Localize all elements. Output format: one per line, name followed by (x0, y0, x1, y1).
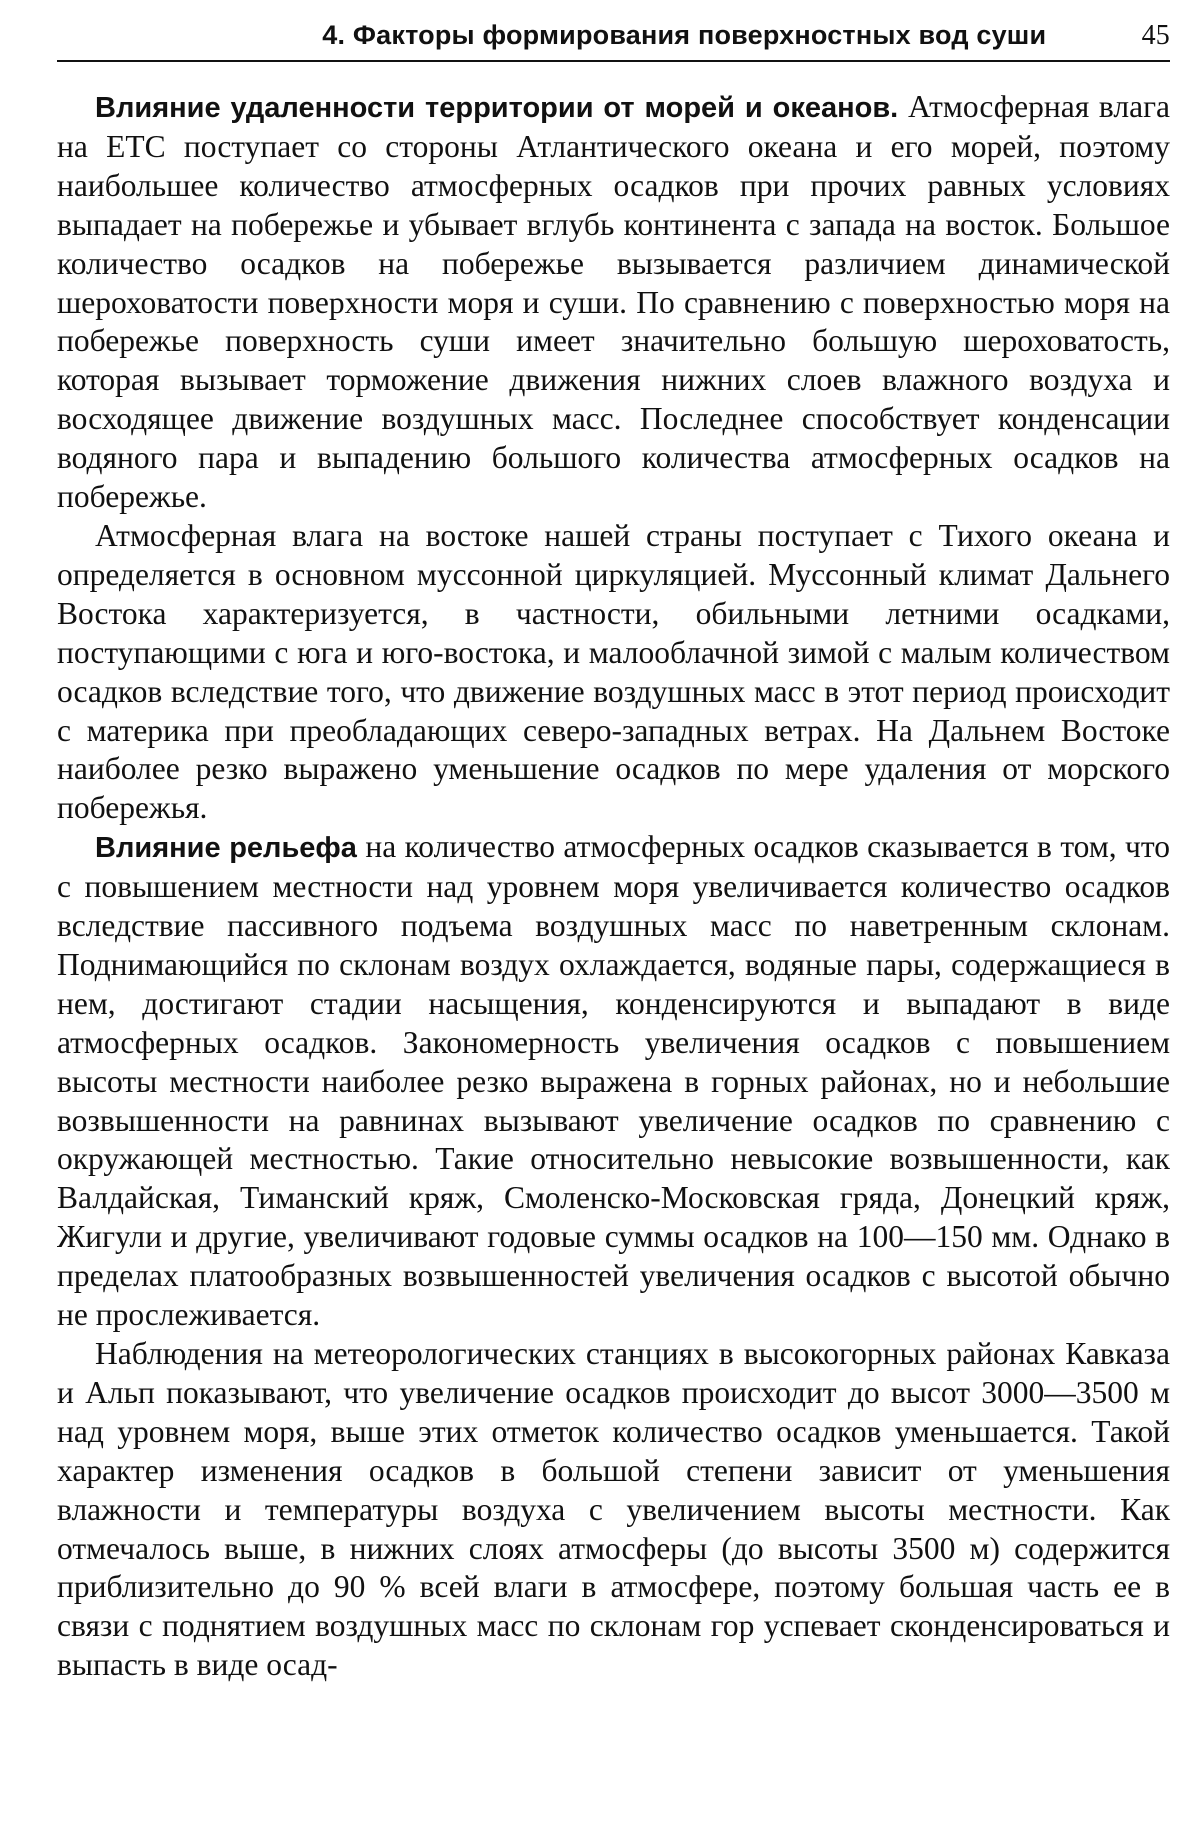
page-number: 45 (1141, 20, 1170, 51)
running-head (57, 20, 1170, 62)
paragraph (57, 88, 1170, 517)
paragraph-text: на количество атмосферных осадков сказывается в том, что с повышением местности над уровнем моря увеличивается количество осадков вследствие пассивного подъема воздушных масс по наветренным склонам. Поднимающийся по склонам воздух охлаждается, водяные пары, содержащиеся в нем, достигают стадии насыщения, конденсируются и выпадают в виде атмосферных осадков. Закономерность увеличения осадков с повышением высоты местности наиболее резко выражена в горных районах, но и небольшие возвышенности на равнинах вызывают увеличение осадков по сравнению с окружающей местностью. Такие относительно невысокие возвышенности, как Валдайская, Тиманский кряж, Смоленско-Московская гряда, Донецкий кряж, Жигули и другие, увеличивают годовые суммы осадков на 100—150 мм. Однако в пределах платообразных возвышенностей увеличения осадков с высотой обычно не прослеживается. (57, 829, 1170, 1333)
paragraph-text: Атмосферная влага на ЕТС поступает со стороны Атлантического океана и его морей, поэтому наибольшее количество атмосферных осадков при прочих равных условиях выпадает на побережье и убывает вглубь континента с запада на восток. Большое количество осадков на побережье вызывается различием динамической шероховатости поверхности моря и суши. По сравнению с поверхностью моря на побережье поверхность суши имеет значительно большую шероховатость, которая вызывает торможение движения нижних слоев влажного воздуха и восходящее движение воздушных масс. Последнее способствует конденсации водяного пара и выпадению большого количества атмосферных осадков на побережье. (57, 89, 1170, 515)
paragraph (57, 1335, 1170, 1685)
paragraph (57, 828, 1170, 1335)
paragraph-text: Атмосферная влага на востоке нашей страны поступает с Тихого океана и определяется в основном муссонной циркуляцией. Муссонный климат Дальнего Востока характеризуется, в частности, обильными летними осадками, поступающими с юга и юго-востока, и малооблачной зимой с малым количеством осадков вследствие того, что движение воздушных масс в этот период происходит с материка при преобладающих северо-западных ветрах. На Дальнем Востоке наиболее резко выражено уменьшение осадков по мере удаления от морского побережья. (57, 517, 1170, 826)
paragraph-text: Наблюдения на метеорологических станциях в высокогорных районах Кавказа и Альп показывают, что увеличение осадков происходит до высот 3000—3500 м над уровнем моря, выше этих отметок количество осадков уменьшается. Такой характер изменения осадков в большой степени зависит от уменьшения влажности и температуры воздуха с увеличением высоты местности. Как отмечалось выше, в нижних слоях атмосферы (до высоты 3500 м) содержится приблизительно до 90 % всей влаги в атмосфере, поэтому большая часть ее в связи с поднятием воздушных масс по склонам гор успевает сконденсироваться и выпасть в виде осад- (57, 1336, 1170, 1683)
paragraph (57, 517, 1170, 828)
paragraph-lead-heading: Влияние удаленности территории от морей и океанов. (95, 92, 899, 124)
body-text (57, 88, 1170, 1685)
chapter-title: 4. Факторы формирования поверхностных вод суши (322, 20, 1047, 50)
paragraph-lead-heading: Влияние рельефа (95, 832, 357, 865)
